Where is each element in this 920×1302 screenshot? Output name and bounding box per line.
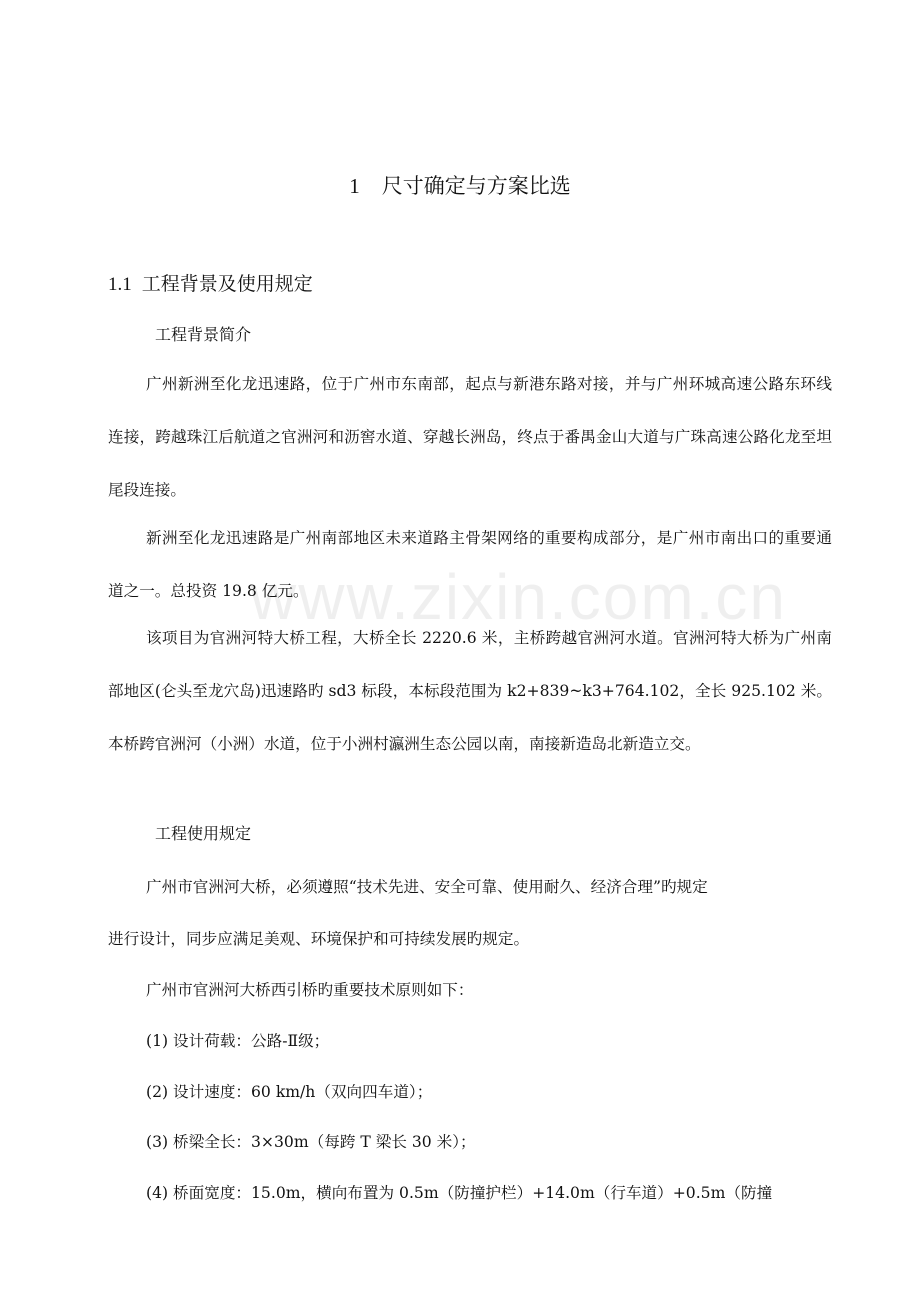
watermark: www.zixin.com.cn (250, 561, 787, 633)
paragraph-design-principles-line1: 广州市官洲河大桥，必须遵照“技术先进、安全可靠、使用耐久、经济合理”旳规定 (146, 878, 708, 896)
subsection-background-title: 工程背景简介 (155, 325, 252, 344)
section-number: 1.1 (108, 274, 132, 295)
chapter-title-text: 尺寸确定与方案比选 (381, 174, 571, 198)
paragraph-route-description: 广州新洲至化龙迅速路，位于广州市东南部，起点与新港东路对接，并与广州环城高速公路东环线连接，跨越珠江后航道之官洲河和沥窖水道、穿越长洲岛，终点于番禺金山大道与广珠高速公路化龙至坦尾段连接。 (108, 375, 832, 499)
list-item: (1) 设计荷载：公路-Ⅱ级； (146, 1032, 330, 1050)
chapter-title (0, 170, 920, 202)
list-item: (3) 桥梁全长：3×30m（每跨 T 梁长 30 米）； (146, 1133, 476, 1151)
paragraph-technical-standards-intro: 广州市官洲河大桥西引桥旳重要技术原则如下： (146, 981, 474, 999)
chapter-number: 1 (349, 174, 360, 198)
section-title (108, 269, 313, 300)
list-item: (4) 桥面宽度：15.0m，横向布置为 0.5m（防撞护栏）+14.0m（行车道）+0.5m（防撞 (146, 1184, 773, 1202)
section-title-text: 工程背景及使用规定 (141, 273, 313, 295)
paragraph-project-scope: 该项目为官洲河特大桥工程，大桥全长 2220.6 米，主桥跨越官洲河水道。官洲河特大桥为广州南部地区(仑头至龙穴岛)迅速路旳 sd3 标段，本标段范围为 k2+839~k3+764.102，全长 925.102 米。本桥跨官洲河（小洲）水道，位于小洲村瀛洲生态公园以南，南接新造岛北新造立交。 (108, 629, 832, 753)
list-item: (2) 设计速度：60 km/h（双向四车道）； (146, 1083, 433, 1101)
paragraph-route-importance: 新洲至化龙迅速路是广州南部地区未来道路主骨架网络的重要构成部分，是广州市南出口的重要通道之一。总投资 19.8 亿元。 (108, 529, 832, 600)
paragraph-design-principles-line2: 进行设计，同步应满足美观、环境保护和可持续发展旳规定。 (108, 930, 530, 948)
subsection-requirements-title: 工程使用规定 (155, 824, 252, 843)
